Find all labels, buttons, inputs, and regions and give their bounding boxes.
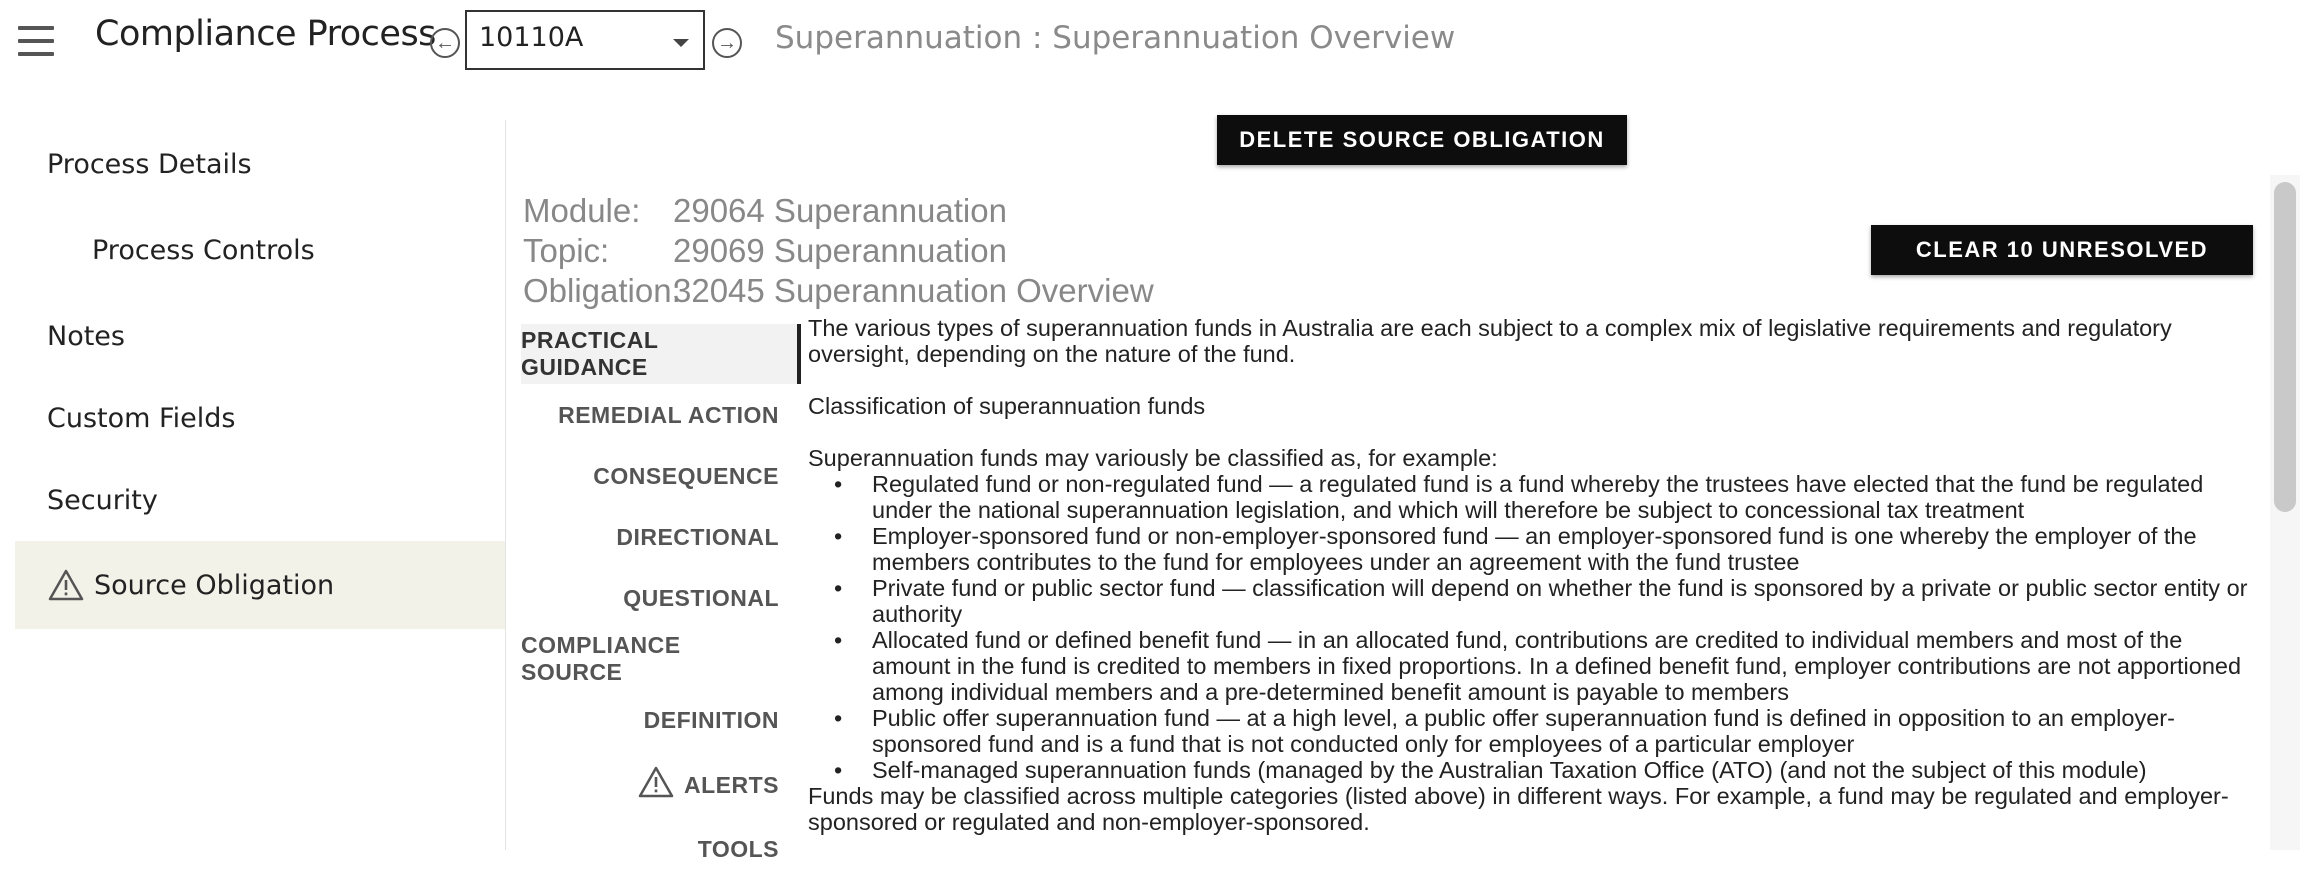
tab-definition[interactable] bbox=[521, 690, 801, 750]
warning-triangle-icon bbox=[638, 766, 674, 804]
sidebar-item-label: Process Controls bbox=[92, 234, 315, 266]
content-intro: The various types of superannuation funds in Australia are each subject to a complex mix of legislative requirements and regulatory oversight, depending on the nature of the fund. bbox=[808, 315, 2172, 367]
sidebar-item-label: Process Details bbox=[47, 148, 252, 180]
tab-alerts[interactable] bbox=[521, 755, 801, 815]
classification-list bbox=[808, 471, 2258, 783]
sidebar-item-process-details[interactable] bbox=[15, 120, 505, 208]
list-item: • Private fund or public sector fund — classification will depend on whether the fund is sponsored by a private or public sector entity or authority bbox=[872, 575, 2258, 627]
sidebar bbox=[0, 120, 505, 850]
tab-directional[interactable] bbox=[521, 507, 801, 567]
tab-remedial-action[interactable] bbox=[521, 385, 801, 445]
tab-label: QUESTIONAL bbox=[623, 584, 779, 611]
tab-practical-guidance[interactable] bbox=[521, 324, 801, 384]
tab-label: ALERTS bbox=[684, 771, 779, 798]
process-select[interactable] bbox=[465, 10, 705, 70]
sidebar-item-custom-fields[interactable] bbox=[15, 374, 505, 462]
sidebar-item-label: Notes bbox=[47, 320, 125, 352]
tab-questional[interactable] bbox=[521, 568, 801, 628]
sidebar-item-label: Custom Fields bbox=[47, 402, 236, 434]
tab-consequence[interactable] bbox=[521, 446, 801, 506]
tab-label: PRACTICAL GUIDANCE bbox=[521, 327, 658, 380]
tab-label: REMEDIAL ACTION bbox=[558, 401, 779, 428]
circle-arrow-left-icon[interactable]: ← bbox=[430, 28, 460, 58]
sidebar-item-security[interactable] bbox=[15, 456, 505, 544]
list-item: • Regulated fund or non-regulated fund — a regulated fund is a fund whereby the trustees have elected that the fund be regulated under the national superannuation legislation, and which will therefore be subject to concessional tax treatment bbox=[872, 471, 2258, 523]
process-select-value: 10110A bbox=[479, 22, 584, 53]
list-item: • Allocated fund or defined benefit fund — in an allocated fund, contributions are credited to individual members and most of the amount in the fund is credited to members in fixed proportions. In a defined benefit fund, employer contributions are not apportioned among individual members and a pre-determined benefit amount is payable to members bbox=[872, 627, 2258, 705]
clear-unresolved-alerts-button[interactable]: CLEAR 10 UNRESOLVED ALERTS bbox=[1871, 225, 2253, 275]
content-scrollbar-thumb[interactable] bbox=[2274, 182, 2296, 512]
content-list-intro: Superannuation funds may variously be classified as, for example: bbox=[808, 445, 1498, 471]
topic-label: Topic: bbox=[523, 232, 610, 269]
app-title: Compliance Process bbox=[95, 14, 436, 54]
module-label: Module: bbox=[523, 192, 641, 229]
list-item: • Public offer superannuation fund — at a high level, a public offer superannuation fund is defined in opposition to an employer-sponsored fund and is a fund that is not conducted only for employees of a particular employer bbox=[872, 705, 2258, 757]
module-value: 29064 Superannuation bbox=[673, 192, 1007, 229]
sidebar-item-label: Security bbox=[47, 484, 158, 516]
list-item: • Self-managed superannuation funds (managed by the Australian Taxation Office (ATO) (and not the subject of this module) bbox=[872, 757, 2258, 783]
hamburger-menu-icon[interactable] bbox=[18, 26, 54, 56]
warning-triangle-icon bbox=[48, 569, 84, 601]
chevron-down-icon bbox=[673, 39, 689, 47]
obligation-label: Obligation: bbox=[523, 272, 681, 309]
sidebar-item-process-controls[interactable] bbox=[15, 206, 505, 294]
content-heading: Classification of superannuation funds bbox=[808, 393, 1206, 419]
tab-label: DIRECTIONAL bbox=[616, 523, 779, 550]
sidebar-divider bbox=[505, 120, 506, 850]
delete-source-obligation-link-button[interactable]: DELETE SOURCE OBLIGATION LINK bbox=[1217, 115, 1627, 165]
circle-arrow-right-icon[interactable]: → bbox=[712, 28, 742, 58]
content-closing: Funds may be classified across multiple categories (listed above) in different ways. For example, a fund may be regulated and employer-sponsored or regulated and non-employer-sponsored. bbox=[808, 783, 2229, 835]
guidance-tabs bbox=[521, 324, 801, 862]
tab-compliance-source[interactable] bbox=[521, 629, 801, 689]
breadcrumb: Superannuation : Superannuation Overview bbox=[775, 20, 1456, 56]
tab-label: TOOLS bbox=[697, 835, 779, 862]
tab-label: CONSEQUENCE bbox=[593, 462, 779, 489]
tab-label: DEFINITION bbox=[643, 706, 779, 733]
topic-value: 29069 Superannuation bbox=[673, 232, 1007, 269]
sidebar-item-notes[interactable] bbox=[15, 292, 505, 380]
tab-tools[interactable] bbox=[521, 819, 801, 879]
list-item: • Employer-sponsored fund or non-employer-sponsored fund — an employer-sponsored fund is one whereby the employer of the members contributes to the fund for employees under an agreement with the fund trustee bbox=[872, 523, 2258, 575]
obligation-value: 32045 Superannuation Overview bbox=[673, 272, 1154, 309]
tab-label: COMPLIANCE SOURCE bbox=[521, 632, 681, 685]
sidebar-item-source-obligation[interactable] bbox=[15, 541, 505, 629]
sidebar-item-label: Source Obligation bbox=[94, 569, 335, 601]
practical-guidance-content bbox=[808, 315, 2258, 850]
